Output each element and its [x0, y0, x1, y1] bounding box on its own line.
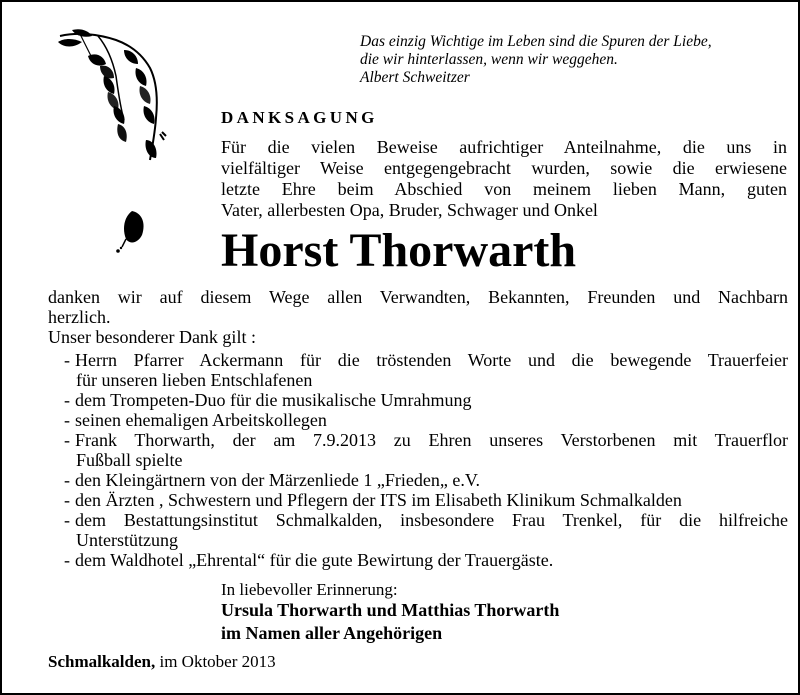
list-item	[64, 410, 788, 430]
thanks-list	[64, 350, 788, 570]
list-item	[64, 510, 788, 550]
list-item-text: - den Ärzten , Schwestern und Pflegern der ITS im Elisabeth Klinikum Schmalkalden	[75, 490, 682, 510]
deceased-name: Horst Thorwarth	[221, 224, 577, 277]
list-item-text: Fußball spielte	[76, 450, 183, 470]
place-date-text: im Oktober 2013	[155, 652, 276, 671]
page-title: DANKSAGUNG	[221, 108, 378, 127]
closing-memory: In liebevoller Erinnerung:	[221, 580, 398, 599]
list-item-text: - den Kleingärtnern von der Märzenliede 1 „Frieden„ e.V.	[75, 470, 481, 490]
special-thanks-intro: Unser besonderer Dank gilt :	[48, 327, 256, 347]
list-item-text: Unterstützung	[76, 530, 178, 550]
list-item-text: - dem Waldhotel „Ehrental“ für die gute Bewirtung der Trauergäste.	[75, 550, 554, 570]
quote-line: die wir hinterlassen, wenn wir weggehen.	[360, 51, 618, 68]
falling-leaf-icon	[112, 207, 148, 257]
quote-line: Das einzig Wichtige im Leben sind die Spuren der Liebe,	[360, 33, 712, 50]
list-item	[64, 490, 788, 510]
signers-relation: im Namen aller Angehörigen	[221, 623, 443, 643]
epigraph-quote	[360, 33, 712, 87]
intro-line: Vater, allerbesten Opa, Bruder, Schwager und Onkel	[221, 200, 598, 220]
list-item-text: für unseren lieben Entschlafenen	[76, 370, 313, 390]
list-item-text: - Frank Thorwarth, der am 7.9.2013 zu Ehren unseres Verstorbenen mit Trauerflor	[75, 430, 788, 450]
place-date	[48, 652, 276, 672]
place-city: Schmalkalden,	[48, 652, 156, 671]
thanks-paragraph	[48, 287, 788, 327]
intro-line: Für die vielen Beweise aufrichtiger Anteilnahme, die uns in	[221, 137, 787, 157]
signers-names: Ursula Thorwarth und Matthias Thorwarth	[221, 600, 560, 620]
list-item	[64, 430, 788, 470]
signers-block	[221, 599, 559, 645]
list-item	[64, 350, 788, 390]
list-item-text: - seinen ehemaligen Arbeitskollegen	[75, 410, 327, 430]
thanks-line: herzlich.	[48, 307, 111, 327]
list-item-text: - dem Bestattungsinstitut Schmalkalden, insbesondere Frau Trenkel, für die hilfreiche	[75, 510, 788, 530]
list-item-text: - Herrn Pfarrer Ackermann für die tröstenden Worte und die bewegende Trauerfeier	[75, 350, 788, 370]
intro-line: vielfältiger Weise entgegengebracht wurden, sowie die erwiesene	[221, 158, 787, 178]
list-item-text: - dem Trompeten-Duo für die musikalische Umrahmung	[75, 390, 472, 410]
intro-line: letzte Ehre beim Abschied von meinem lieben Mann, guten	[221, 179, 787, 199]
birch-branch-icon	[58, 28, 168, 173]
list-item	[64, 470, 788, 490]
intro-paragraph	[221, 137, 787, 221]
list-item	[64, 390, 788, 410]
quote-author: Albert Schweitzer	[360, 69, 470, 86]
thanks-line: danken wir auf diesem Wege allen Verwandten, Bekannten, Freunden und Nachbarn	[48, 287, 788, 307]
list-item	[64, 550, 788, 570]
